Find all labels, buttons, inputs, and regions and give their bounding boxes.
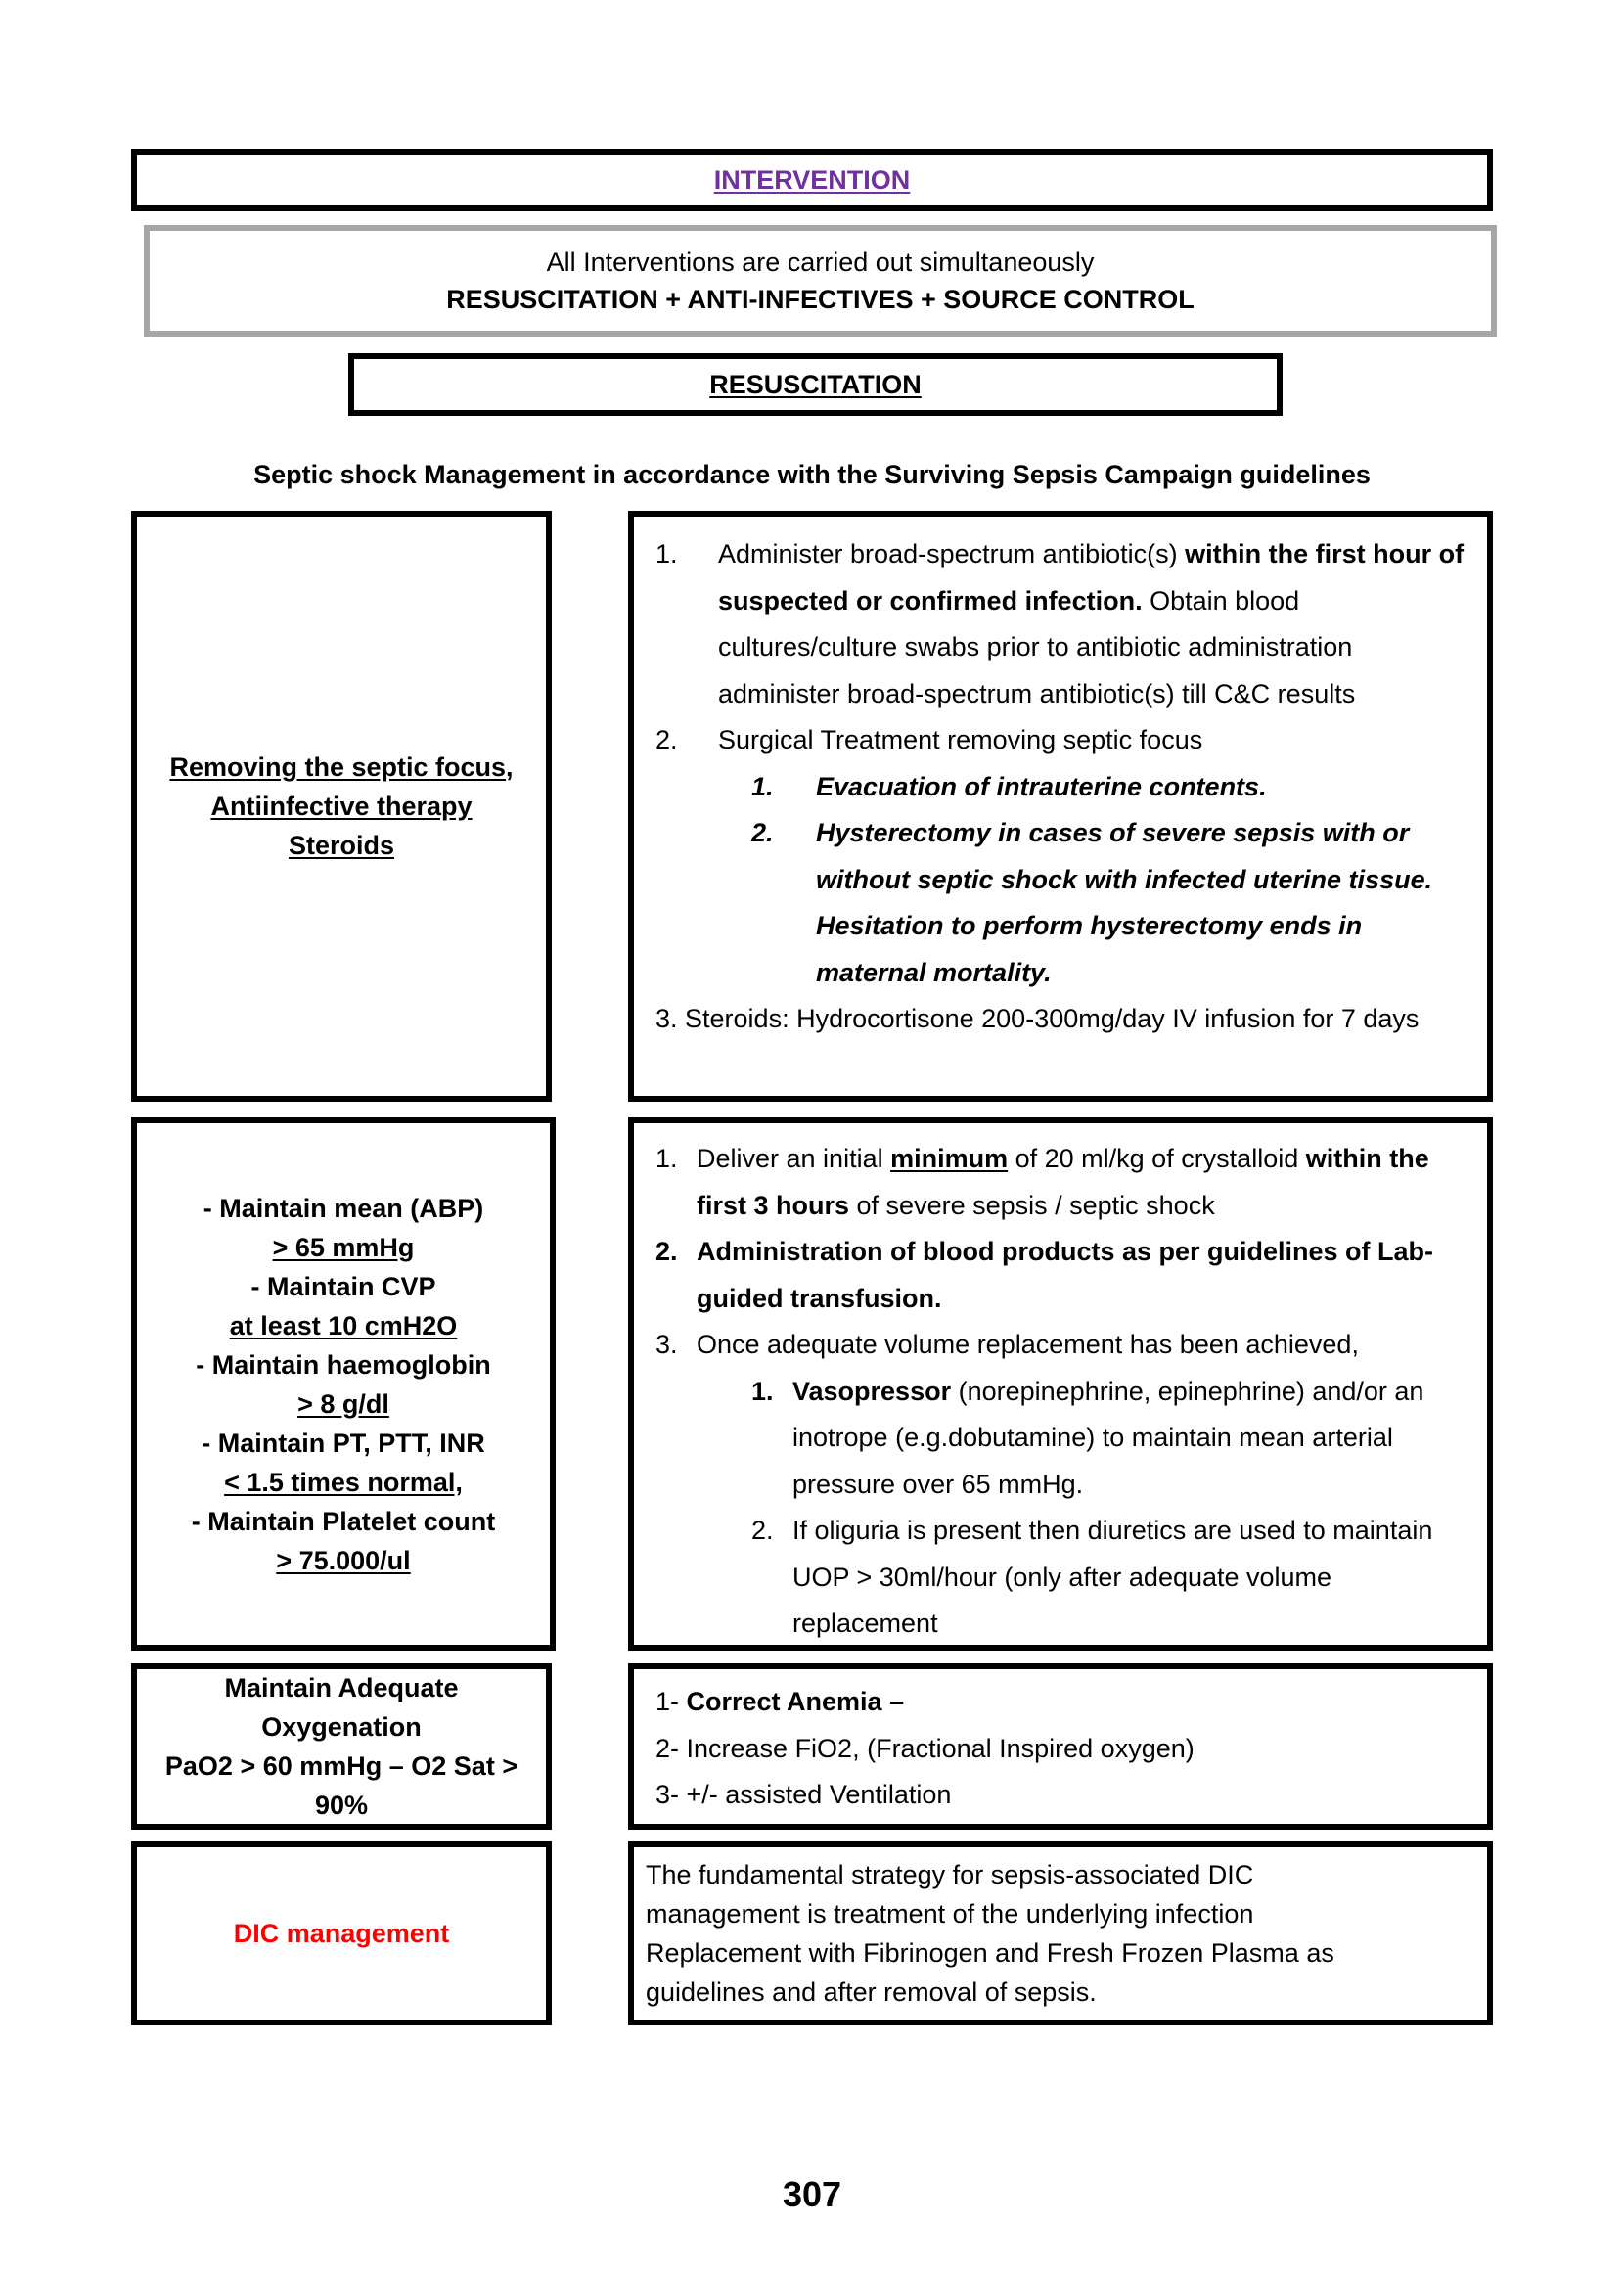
row1-list <box>655 531 1475 1043</box>
text-run-bold: within the first hour of suspected or confirmed infection. <box>718 539 1465 615</box>
text-run-bold: within the first 3 hours <box>697 1144 1429 1220</box>
note-line-1: All Interventions are carried out simultaneously <box>546 248 1095 277</box>
item-text <box>718 531 1475 717</box>
oxygenation-line-4: 90% <box>314 1791 369 1820</box>
row2-left-box <box>131 1117 556 1651</box>
list-item <box>655 1229 1477 1322</box>
list-item <box>655 1322 1477 1369</box>
dic-line: The fundamental strategy for sepsis-associated DIC <box>646 1860 1254 1889</box>
list-item <box>655 531 1475 717</box>
text-run-emphasis: minimum <box>890 1144 1009 1173</box>
resuscitation-title: RESUSCITATION <box>709 369 922 399</box>
oxygenation-line-1: Maintain Adequate <box>224 1673 459 1702</box>
item-text: Evacuation of intrauterine contents. <box>816 771 1267 801</box>
text-run: 1- <box>655 1687 687 1716</box>
item-number: 1. <box>655 1144 678 1173</box>
list-item: 2- Increase FiO2, (Fractional Inspired oxygen) <box>655 1733 1195 1763</box>
item-text: Surgical Treatment removing septic focus <box>718 725 1203 754</box>
sub-list-item <box>655 764 1475 811</box>
oxygenation-line-3: PaO2 > 60 mmHg – O2 Sat > <box>164 1751 519 1781</box>
dic-line: management is treatment of the underlying infection <box>646 1899 1254 1929</box>
target-coagulation: - Maintain PT, PTT, INR <box>202 1428 485 1458</box>
resuscitation-header-box <box>348 353 1283 416</box>
row3-list <box>655 1679 1477 1819</box>
target-cvp-value: at least 10 cmH2O <box>229 1310 458 1340</box>
item-number: 2. <box>751 1516 774 1545</box>
text-run: of severe sepsis / septic shock <box>849 1190 1215 1220</box>
text-run-bold: Vasopressor <box>792 1376 952 1406</box>
simultaneous-note-box <box>144 225 1497 337</box>
item-number: 1. <box>751 771 774 801</box>
item-number: 2. <box>751 818 774 847</box>
row1-left-box <box>131 511 552 1102</box>
item-number: 2. <box>655 725 678 754</box>
dic-management-label: DIC management <box>233 1919 450 1948</box>
sub-list-item <box>655 1508 1477 1648</box>
list-item-steroids: 3. Steroids: Hydrocortisone 200-300mg/day IV infusion for 7 days <box>655 1004 1420 1033</box>
sub-list-item <box>655 810 1475 996</box>
target-platelets-value: > 75.000/ul <box>276 1545 411 1575</box>
sub-list-item <box>655 1369 1477 1509</box>
target-abp-value: > 65 mmHg <box>272 1232 415 1262</box>
label-removing-septic-focus: Removing the septic focus <box>169 752 507 782</box>
list-item <box>655 717 1475 764</box>
item-text <box>697 1136 1477 1229</box>
comma: , <box>506 752 514 782</box>
label-steroids: Steroids <box>288 831 395 860</box>
target-abp: - Maintain mean (ABP) <box>203 1193 484 1223</box>
row1-right-box <box>628 511 1493 1102</box>
item-number: 1. <box>655 539 678 568</box>
item-text: Hysterectomy in cases of severe sepsis with or without septic shock with infected uterine tissue. Hesitation to perform hysterectomy ends in maternal mortality. <box>816 818 1433 987</box>
row2-right-box <box>628 1117 1493 1651</box>
text-run: (norepinephrine, epinephrine) and/or an inotrope (e.g.dobutamine) to maintain mean arterial pressure over 65 mmHg. <box>792 1376 1424 1499</box>
target-cvp: - Maintain CVP <box>250 1271 436 1301</box>
text-run: of 20 ml/kg of crystalloid <box>1008 1144 1306 1173</box>
dic-line: Replacement with Fibrinogen and Fresh Frozen Plasma as <box>646 1938 1334 1968</box>
target-haemoglobin: - Maintain haemoglobin <box>196 1349 491 1380</box>
target-haemoglobin-value: > 8 g/dl <box>297 1388 389 1419</box>
row1-label <box>169 748 513 787</box>
oxygenation-line-2: Oxygenation <box>261 1712 422 1742</box>
text-run: Deliver an initial <box>697 1144 891 1173</box>
item-text: Once adequate volume replacement has been achieved, <box>697 1330 1359 1359</box>
list-item <box>655 1136 1477 1229</box>
item-number: 1. <box>751 1376 774 1406</box>
row4-left-box <box>131 1841 552 2025</box>
text-run: Administer broad-spectrum antibiotic(s) <box>718 539 1186 568</box>
item-number: 3. <box>655 1330 678 1359</box>
row4-right-box <box>628 1841 1493 2025</box>
target-coagulation-value: < 1.5 times normal, <box>224 1467 463 1497</box>
list-item: 3- +/- assisted Ventilation <box>655 1780 952 1809</box>
item-number: 2. <box>655 1237 678 1266</box>
item-text <box>792 1369 1477 1509</box>
dic-description <box>646 1855 1487 2012</box>
text-run: Obtain blood cultures/culture swabs prior to antibiotic administration administer broad-spectrum antibiotic(s) till C&C results <box>718 585 1356 708</box>
intervention-title: INTERVENTION <box>713 164 911 195</box>
section-subtitle: Septic shock Management in accordance with the Surviving Sepsis Campaign guidelines <box>253 460 1371 489</box>
target-platelets: - Maintain Platelet count <box>191 1506 496 1536</box>
item-text: Administration of blood products as per guidelines of Lab-guided transfusion. <box>697 1237 1434 1313</box>
row3-right-box <box>628 1663 1493 1830</box>
page-number: 307 <box>782 2174 842 2214</box>
row2-list <box>655 1136 1477 1648</box>
text-run-bold: Correct Anemia – <box>686 1687 905 1716</box>
item-text: If oliguria is present then diuretics are used to maintain UOP > 30ml/hour (only after adequate volume replacement <box>792 1516 1433 1638</box>
intervention-header-box <box>131 149 1493 211</box>
list-item <box>655 1679 1477 1726</box>
dic-line: guidelines and after removal of sepsis. <box>646 1977 1097 2007</box>
label-antiinfective-therapy: Antiinfective therapy <box>210 792 473 821</box>
row3-left-box <box>131 1663 552 1830</box>
note-line-2: RESUSCITATION + ANTI-INFECTIVES + SOURCE CONTROL <box>446 285 1195 314</box>
